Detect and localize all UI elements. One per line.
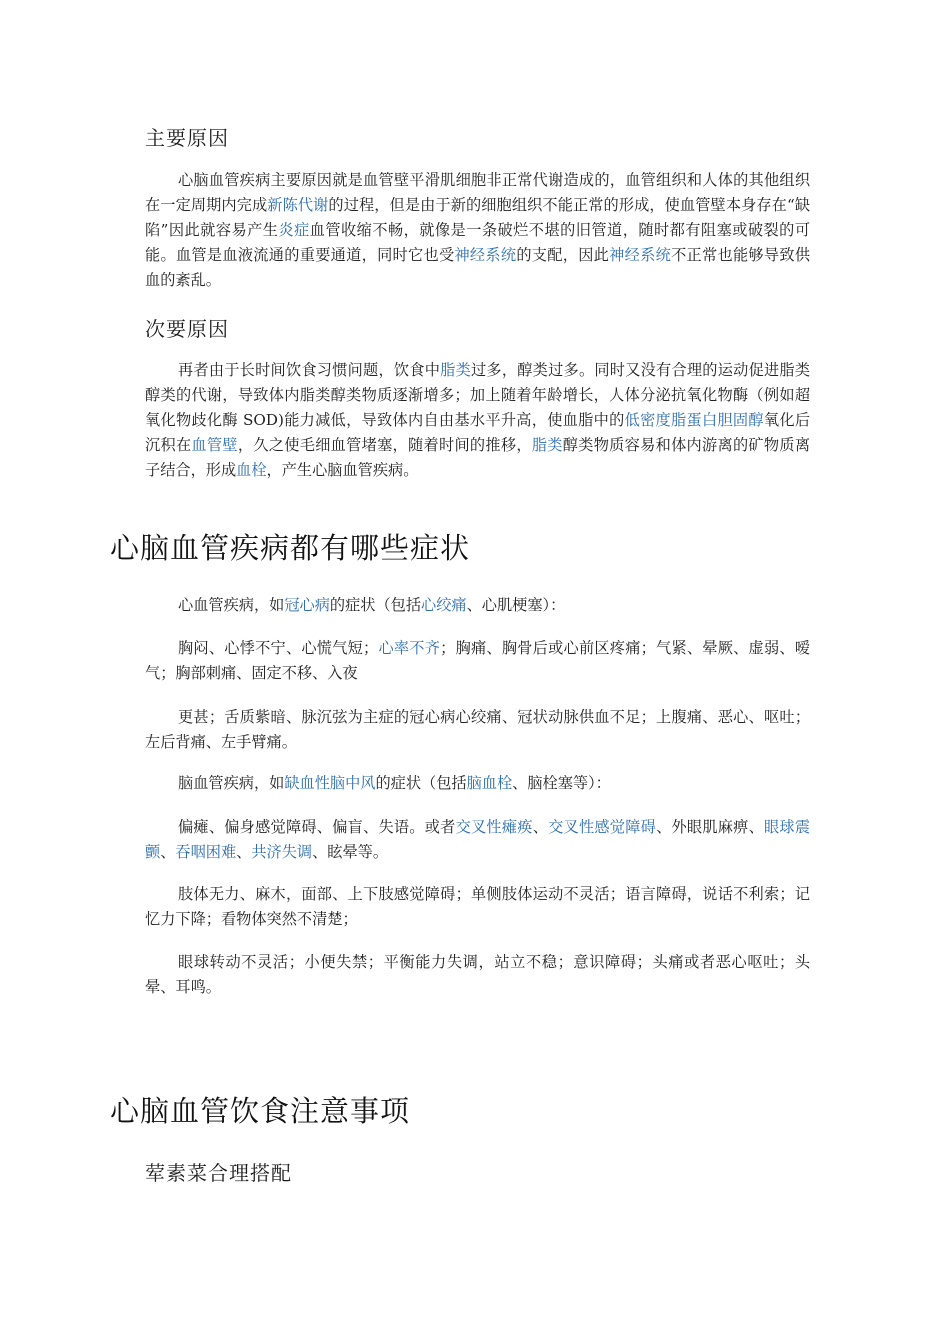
paragraph-secondary-reason: [145, 358, 810, 483]
paragraph-heart-symptoms-1: [145, 636, 810, 686]
text-segment: 眼球转动不灵活；小便失禁；平衡能力失调，站立不稳；意识障碍；头痛或者恶心呕吐；头晕、耳鸣。: [145, 953, 810, 996]
paragraph-main-reason: [145, 168, 810, 293]
term-link[interactable]: 脂类: [440, 361, 471, 379]
term-link[interactable]: 神经系统: [609, 246, 672, 264]
section-title-secondary-reason: 次要原因: [145, 317, 229, 341]
text-segment: 、脑栓塞等）：: [512, 774, 611, 792]
text-segment: 偏瘫、偏身感觉障碍、偏盲、失语。或者: [178, 818, 456, 836]
text-segment: 血管收缩不畅，就像是一条破烂不堪的旧管道，随时都有阻塞或破裂的可能。血管是血液流通的重要通道，同时它也受: [145, 221, 811, 264]
text-segment: 过多，醇类过多。同时又没有合理的运动促进脂类醇类的代谢，导致体内脂类醇类物质逐渐增多；加上随着年龄增长，人体分泌抗氧化物酶（例如超氧化物歧化酶 SOD)能力减低，导致体内自由基水平升高，使血脂中的: [145, 361, 811, 429]
paragraph-brain-symptoms-1: [145, 815, 810, 865]
text-segment: ，产生心脑血管疾病。: [266, 461, 419, 479]
term-link[interactable]: 冠心病: [284, 596, 330, 614]
text-segment: 、眩晕等。: [312, 843, 388, 861]
paragraph-heart-symptoms-2: [145, 705, 810, 755]
text-segment: 氧化后沉积在: [145, 411, 811, 454]
paragraph-heart-intro: [145, 593, 810, 618]
text-segment: 的支配，因此: [516, 246, 610, 264]
paragraph-brain-symptoms-3: [145, 950, 810, 1000]
heading-diet: 心脑血管饮食注意事项: [110, 1094, 411, 1128]
text-segment: 、心肌梗塞）：: [466, 596, 566, 614]
term-link[interactable]: 血管壁: [191, 436, 238, 454]
text-segment: 胸闷、心悸不宁、心慌气短；: [178, 639, 379, 657]
term-link[interactable]: 炎症: [278, 221, 310, 239]
text-segment: ；胸痛、胸骨后或心前区疼痛；气紧、晕厥、虚弱、嗳气；胸部刺痛、固定不移、入夜: [145, 639, 811, 682]
term-link[interactable]: 交叉性瘫痪: [455, 818, 533, 836]
term-link[interactable]: 交叉性感觉障碍: [548, 818, 657, 836]
term-link[interactable]: 血栓: [236, 461, 267, 479]
term-link[interactable]: 低密度脂蛋白胆固醇: [624, 411, 764, 429]
paragraph-brain-intro: [145, 771, 810, 796]
term-link[interactable]: 脂类: [531, 436, 563, 454]
text-segment: 、: [236, 843, 252, 861]
text-segment: 、外眼肌麻痹、: [656, 818, 765, 836]
text-segment: 心血管疾病，如: [178, 596, 285, 614]
text-segment: 的过程，但是由于新的细胞组织不能正常的形成，使血管壁本身存在“缺陷”因此就容易产生: [145, 196, 811, 239]
term-link[interactable]: 眼球震颤: [145, 818, 811, 861]
term-link[interactable]: 脑血栓: [466, 774, 513, 792]
text-segment: 再者由于长时间饮食习惯问题，饮食中: [178, 361, 441, 379]
heading-symptoms: 心脑血管疾病都有哪些症状: [110, 531, 471, 565]
text-segment: 不正常也能够导致供血的紊乱。: [145, 246, 811, 289]
term-link[interactable]: 心绞痛: [421, 596, 467, 614]
text-segment: 的症状（包括: [329, 596, 421, 614]
term-link[interactable]: 吞咽困难: [175, 843, 237, 861]
text-segment: 、: [532, 818, 549, 836]
text-segment: 、: [160, 843, 176, 861]
section-title-main-reason: 主要原因: [145, 126, 229, 150]
term-link[interactable]: 新陈代谢: [267, 196, 329, 214]
text-segment: 脑血管疾病，如: [178, 774, 285, 792]
term-link[interactable]: 心率不齐: [378, 639, 441, 657]
text-segment: ，久之使毛细血管堵塞，随着时间的推移，: [237, 436, 532, 454]
text-segment: 肢体无力、麻木，面部、上下肢感觉障碍；单侧肢体运动不灵活；语言障碍，说话不利索；记忆力下降；看物体突然不清楚；: [145, 885, 810, 928]
text-segment: 醇类物质容易和体内游离的矿物质离子结合，形成: [145, 436, 811, 479]
text-segment: 的症状（包括: [375, 774, 467, 792]
paragraph-brain-symptoms-2: [145, 882, 810, 932]
section-title-diet-vegetables: 荤素菜合理搭配: [145, 1161, 292, 1185]
term-link[interactable]: 神经系统: [454, 246, 517, 264]
text-segment: 心脑血管疾病主要原因就是血管壁平滑肌细胞非正常代谢造成的，血管组织和人体的其他组织在一定周期内完成: [145, 171, 810, 214]
term-link[interactable]: 缺血性脑中风: [284, 774, 376, 792]
text-segment: 更甚；舌质紫暗、脉沉弦为主症的冠心病心绞痛、冠状动脉供血不足；上腹痛、恶心、呕吐；左后背痛、左手臂痛。: [145, 708, 810, 751]
term-link[interactable]: 共济失调: [251, 843, 313, 861]
